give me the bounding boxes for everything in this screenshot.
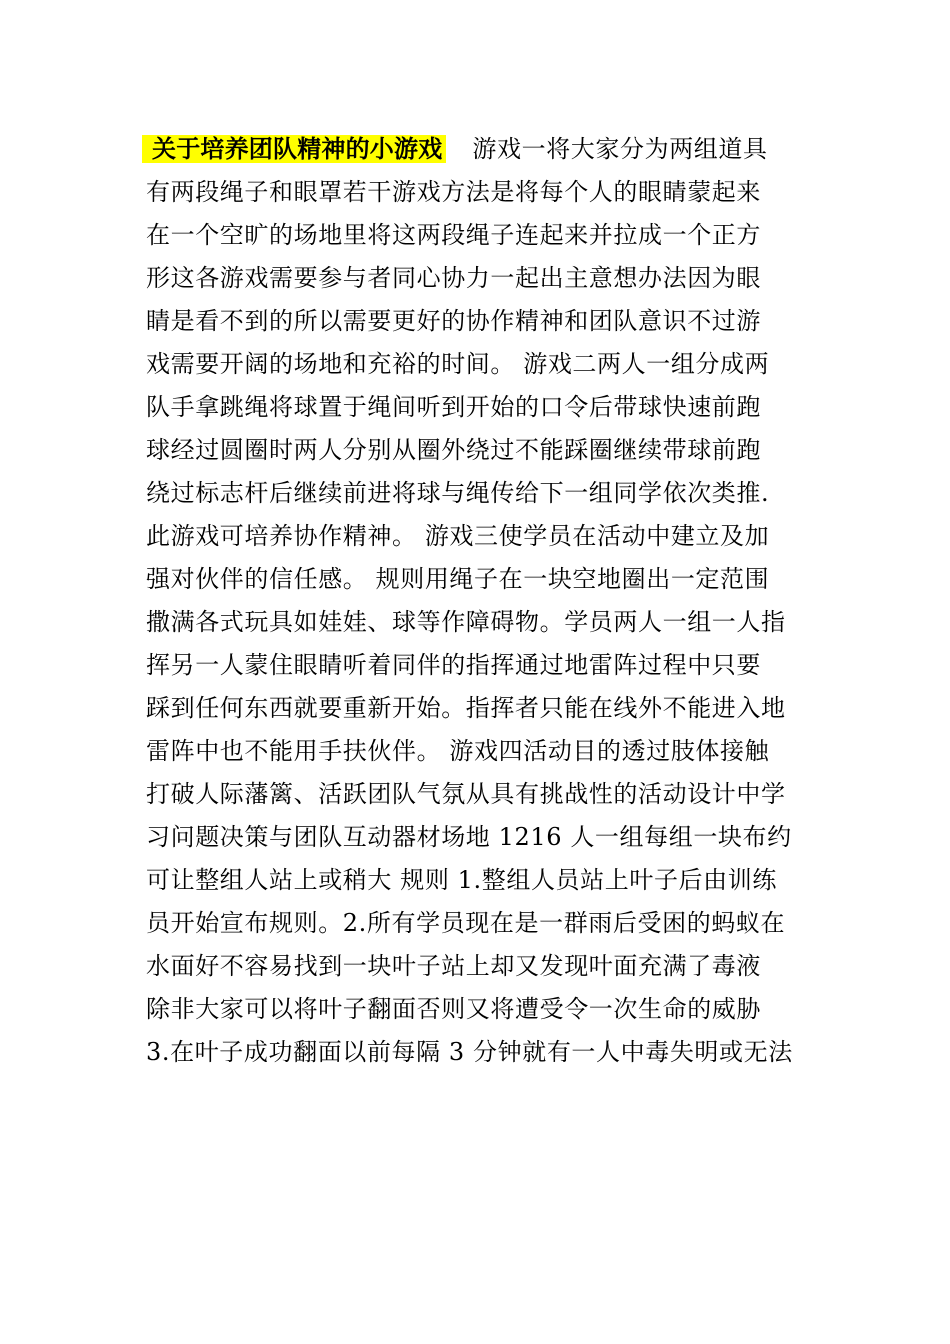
- text-line: 此游戏可培养协作精神。 游戏三使学员在活动中建立及加: [146, 522, 770, 550]
- article-body: [146, 128, 826, 1074]
- text-line: 形这各游戏需要参与者同心协力一起出主意想办法因为眼: [146, 264, 761, 292]
- text-line: 员开始宣布规则。2.所有学员现在是一群雨后受困的蚂蚁在: [146, 909, 786, 937]
- text-line: 可让整组人站上或稍大 规则 1.整组人员站上叶子后由训练: [146, 866, 777, 894]
- text-line: 雷阵中也不能用手扶伙伴。 游戏四活动目的透过肢体接触: [146, 737, 770, 765]
- text-line: 有两段绳子和眼罩若干游戏方法是将每个人的眼睛蒙起来: [146, 178, 761, 206]
- text-line: 撒满各式玩具如娃娃、球等作障碍物。学员两人一组一人指: [146, 608, 786, 636]
- text-line: 强对伙伴的信任感。 规则用绳子在一块空地圈出一定范围: [146, 565, 770, 593]
- text-line: 睛是看不到的所以需要更好的协作精神和团队意识不过游: [146, 307, 761, 335]
- text-line: 在一个空旷的场地里将这两段绳子连起来并拉成一个正方: [146, 221, 761, 249]
- text-line: 水面好不容易找到一块叶子站上却又发现叶面充满了毒液: [146, 952, 761, 980]
- document-title: 关于培养团队精神的小游戏: [142, 135, 446, 163]
- text-line: 打破人际藩篱、活跃团队气氛从具有挑战性的活动设计中学: [146, 780, 786, 808]
- text-line: 3.在叶子成功翻面以前每隔 3 分钟就有一人中毒失明或无法: [146, 1038, 793, 1066]
- text-line: 队手拿跳绳将球置于绳间听到开始的口令后带球快速前跑: [146, 393, 761, 421]
- text-line: [146, 128, 826, 171]
- text-line: 除非大家可以将叶子翻面否则又将遭受令一次生命的威胁: [146, 995, 761, 1023]
- text-line: 踩到任何东西就要重新开始。指挥者只能在线外不能进入地: [146, 694, 786, 722]
- text-line: 绕过标志杆后继续前进将球与绳传给下一组同学依次类推.: [146, 479, 770, 507]
- text-line: 挥另一人蒙住眼睛听着同伴的指挥通过地雷阵过程中只要: [146, 651, 761, 679]
- first-line-text: 游戏一将大家分为两组道具: [472, 135, 768, 163]
- text-line: 习问题决策与团队互动器材场地 1216 人一组每组一块布约: [146, 823, 792, 851]
- text-line: 戏需要开阔的场地和充裕的时间。 游戏二两人一组分成两: [146, 350, 770, 378]
- text-line: 球经过圆圈时两人分别从圈外绕过不能踩圈继续带球前跑: [146, 436, 761, 464]
